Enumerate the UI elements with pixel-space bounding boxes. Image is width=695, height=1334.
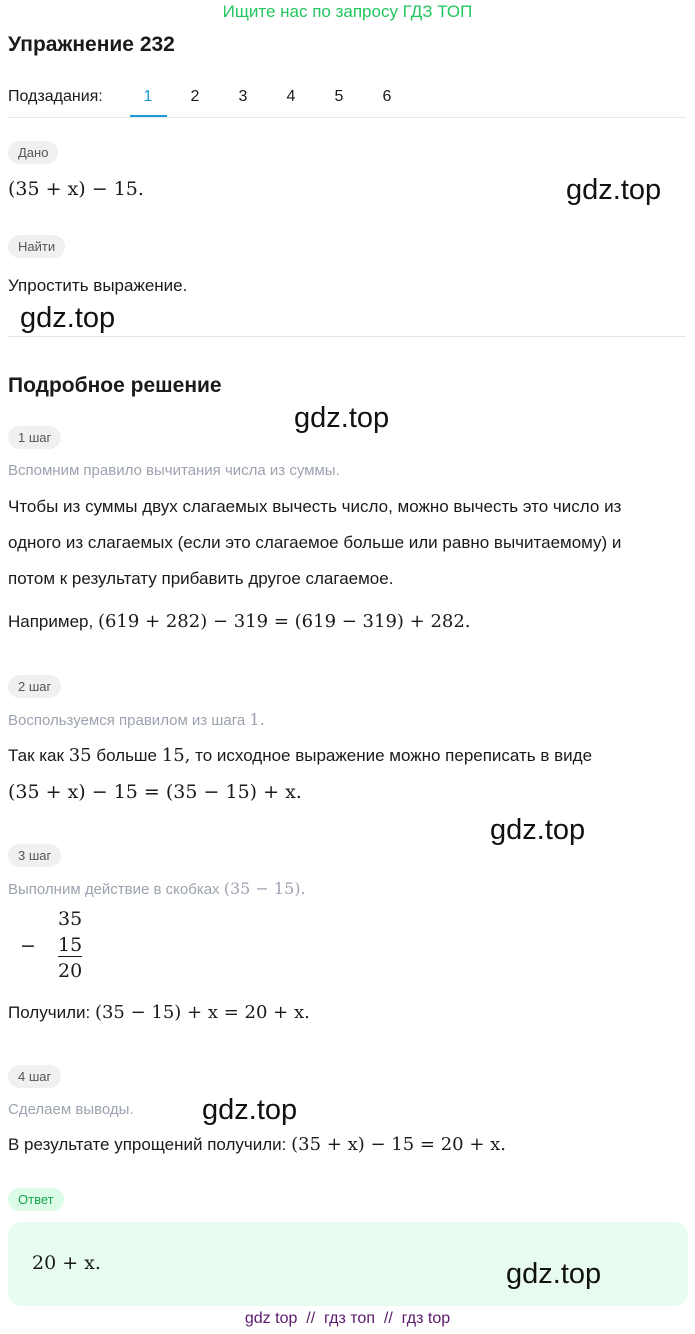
step-2-text: больше [96,746,158,765]
answer-badge: Ответ [8,1188,64,1211]
footer-links: gdz top // гдз топ // гдз top [244,1310,451,1327]
minus-sign: − [20,935,36,957]
top-banner: Ищите нас по запросу ГДЗ ТОП [222,2,473,21]
step-1-badge: 1 шаг [8,426,61,449]
step-3-result-label: Получили: [8,1003,91,1022]
step-1-hint: Вспомним правило вычитания числа из суммы. [8,462,340,479]
example-math: (619 + 282) − 319 = (619 − 319) + 282. [97,611,471,632]
tab-subtask-2[interactable]: 2 [190,88,200,105]
step-2-text: то исходное выражение можно переписать в виде [195,746,593,765]
watermark: gdz.top [294,402,390,434]
step-3-hint-math: (35 − 15). [223,879,306,898]
tab-subtask-1[interactable]: 1 [143,88,153,105]
tab-subtask-4[interactable]: 4 [286,88,296,105]
step-3-badge: 3 шаг [8,844,61,867]
step-3-hint [8,879,306,898]
minuend: 35 [58,908,83,930]
step-4-result-math: (35 + x) − 15 = 20 + x. [291,1134,507,1155]
step-3-hint-text: Выполним действие в скобках [8,881,220,898]
solution-title: Подробное решение [8,374,222,397]
page-title: Упражнение 232 [8,33,175,56]
watermark: gdz.top [566,174,662,206]
given-badge: Дано [8,141,58,164]
tab-subtask-5[interactable]: 5 [334,88,344,105]
step-2-hint-text: Воспользуемся правилом из шага [8,712,246,729]
column-subtraction [18,906,98,986]
step-2-math: 15, [161,745,191,766]
step-1-text-line: одного из слагаемых (если это слагаемое больше или равно вычитаемому) и [8,533,622,552]
answer-box [8,1222,688,1306]
given-expression: (35 + x) − 15. [8,178,144,200]
step-1-text-line: Чтобы из суммы двух слагаемых вычесть число, можно вычесть это число из [8,497,622,516]
divider [8,336,686,337]
watermark: gdz.top [490,814,586,846]
subtask-tabs [8,84,686,118]
step-2-math: 35 [68,745,92,766]
step-2-line [8,745,592,766]
step-3-result-math: (35 − 15) + x = 20 + x. [94,1002,310,1023]
answer-math: 20 + x. [32,1252,101,1274]
watermark: gdz.top [20,302,116,334]
step-1-example [8,611,471,632]
step-2-badge: 2 шаг [8,675,61,698]
step-1-text-line: потом к результату прибавить другое слагаемое. [8,569,394,588]
subtasks-label: Подзадания: [8,88,103,105]
step-4-result-label: В результате упрощений получили: [8,1135,287,1154]
step-2-hint [8,710,265,729]
watermark: gdz.top [506,1258,602,1290]
step-4-badge: 4 шаг [8,1065,61,1088]
step-2-text: Так как [8,746,64,765]
difference: 20 [58,960,83,982]
find-text: Упростить выражение. [8,276,188,295]
example-label: Например, [8,612,94,631]
step-2-hint-math: 1. [249,710,265,729]
watermark: gdz.top [202,1094,298,1126]
tab-subtask-3[interactable]: 3 [238,88,248,105]
subtrahend: 15 [58,934,83,956]
tab-subtask-6[interactable]: 6 [382,88,392,105]
step-4-result [8,1134,506,1155]
step-3-result [8,1002,310,1023]
find-badge: Найти [8,235,65,258]
step-2-expression: (35 + x) − 15 = (35 − 15) + x. [8,781,302,803]
active-tab-indicator [130,115,167,117]
step-4-hint: Сделаем выводы. [8,1101,134,1118]
